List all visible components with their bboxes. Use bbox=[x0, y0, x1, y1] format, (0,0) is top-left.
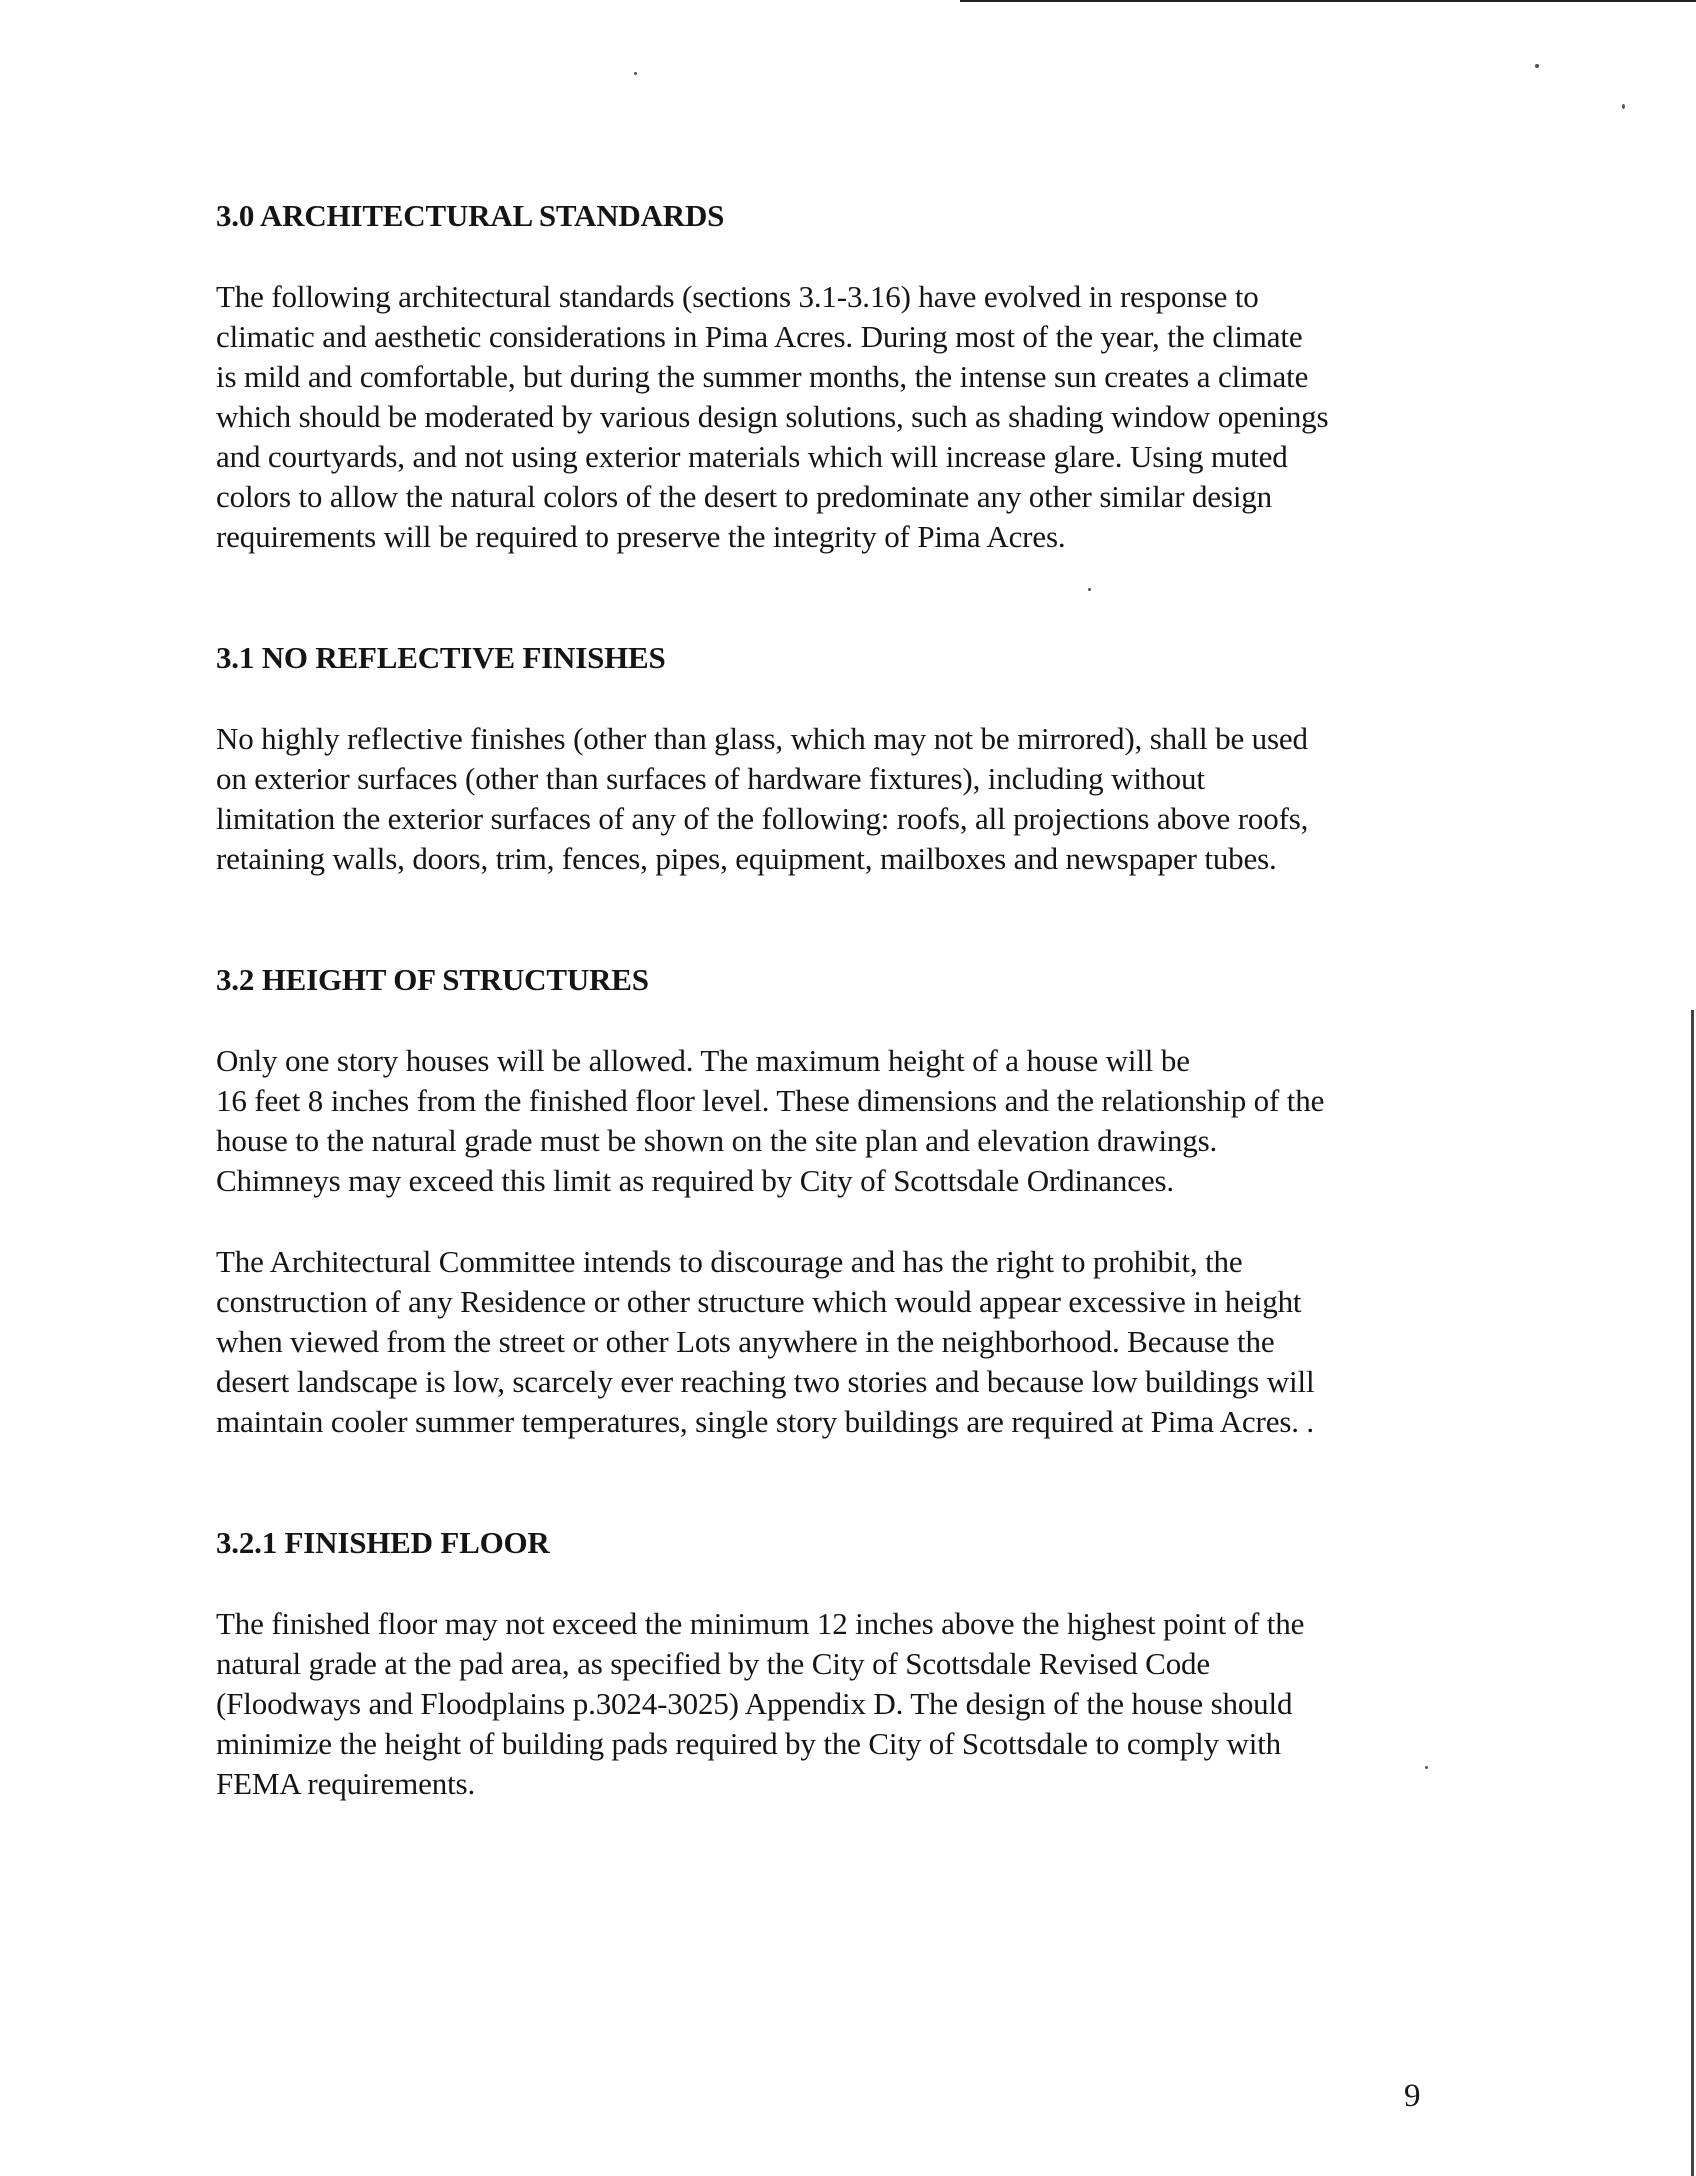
text-line: which should be moderated by various design solutions, such as shading window openings bbox=[216, 399, 1329, 434]
document-body bbox=[216, 196, 1476, 1804]
section-3-2-1-paragraph bbox=[216, 1604, 1476, 1804]
text-line: construction of any Residence or other structure which would appear excessive in height bbox=[216, 1284, 1302, 1319]
section-heading-3-1: 3.1 NO REFLECTIVE FINISHES bbox=[216, 640, 666, 675]
text-line: retaining walls, doors, trim, fences, pipes, equipment, mailboxes and newspaper tubes. bbox=[216, 841, 1277, 876]
text-line: colors to allow the natural colors of the desert to predominate any other similar design bbox=[216, 479, 1272, 514]
text-line: The finished floor may not exceed the minimum 12 inches above the highest point of the bbox=[216, 1606, 1305, 1641]
text-line: Chimneys may exceed this limit as required by City of Scottsdale Ordinances. bbox=[216, 1163, 1175, 1198]
section-heading-3-2-1: 3.2.1 FINISHED FLOOR bbox=[216, 1525, 550, 1560]
top-edge-rule bbox=[960, 0, 1696, 2]
text-line: The following architectural standards (sections 3.1-3.16) have evolved in response to bbox=[216, 279, 1259, 314]
section-3-2-paragraph-1 bbox=[216, 1041, 1476, 1201]
text-line: minimize the height of building pads required by the City of Scottsdale to comply with bbox=[216, 1726, 1282, 1761]
text-line: No highly reflective finishes (other than glass, which may not be mirrored), shall be used bbox=[216, 721, 1308, 756]
scan-speck bbox=[1622, 104, 1625, 109]
text-line: The Architectural Committee intends to discourage and has the right to prohibit, the bbox=[216, 1244, 1243, 1279]
text-line: Only one story houses will be allowed. The maximum height of a house will be bbox=[216, 1043, 1190, 1078]
right-edge-shadow bbox=[1691, 1010, 1694, 2176]
text-line: limitation the exterior surfaces of any of the following: roofs, all projections above roofs, bbox=[216, 801, 1309, 836]
section-3-1-paragraph bbox=[216, 719, 1476, 879]
text-line: desert landscape is low, scarcely ever reaching two stories and because low buildings will bbox=[216, 1364, 1315, 1399]
text-line: climatic and aesthetic considerations in Pima Acres. During most of the year, the climate bbox=[216, 319, 1303, 354]
text-line: requirements will be required to preserve the integrity of Pima Acres. bbox=[216, 519, 1066, 554]
text-line: house to the natural grade must be shown on the site plan and elevation drawings. bbox=[216, 1123, 1218, 1158]
scan-speck bbox=[634, 72, 637, 75]
text-line: maintain cooler summer temperatures, single story buildings are required at Pima Acres. . bbox=[216, 1404, 1315, 1439]
section-heading-3-0: 3.0 ARCHITECTURAL STANDARDS bbox=[216, 198, 725, 233]
section-heading-3-2: 3.2 HEIGHT OF STRUCTURES bbox=[216, 962, 649, 997]
text-line: (Floodways and Floodplains p.3024-3025) Appendix D. The design of the house should bbox=[216, 1686, 1293, 1721]
page-number: 9 bbox=[1404, 2078, 1421, 2114]
text-line: 16 feet 8 inches from the finished floor level. These dimensions and the relationship of the bbox=[216, 1083, 1325, 1118]
text-line: when viewed from the street or other Lots anywhere in the neighborhood. Because the bbox=[216, 1324, 1275, 1359]
section-3-2-paragraph-2 bbox=[216, 1242, 1476, 1442]
text-line: FEMA requirements. bbox=[216, 1766, 476, 1801]
text-line: is mild and comfortable, but during the summer months, the intense sun creates a climate bbox=[216, 359, 1309, 394]
section-3-0-paragraph bbox=[216, 277, 1476, 557]
scan-speck bbox=[1535, 64, 1539, 68]
text-line: natural grade at the pad area, as specified by the City of Scottsdale Revised Code bbox=[216, 1646, 1211, 1681]
text-line: on exterior surfaces (other than surfaces of hardware fixtures), including without bbox=[216, 761, 1205, 796]
text-line: and courtyards, and not using exterior materials which will increase glare. Using muted bbox=[216, 439, 1288, 474]
